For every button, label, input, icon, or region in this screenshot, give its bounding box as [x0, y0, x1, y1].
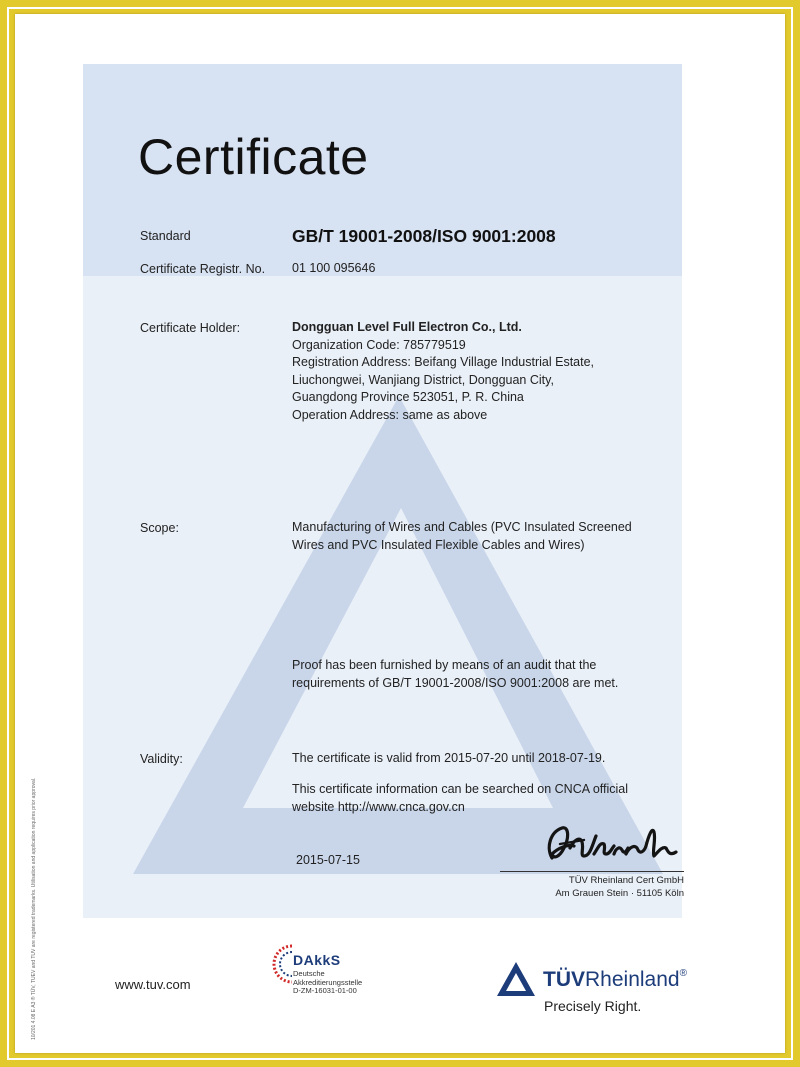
brand-name-bold: TÜV [543, 968, 585, 991]
operation-address: Operation Address: same as above [292, 407, 488, 422]
organization-code: Organization Code: 785779519 [292, 337, 466, 352]
proof-line: Proof has been furnished by means of an audit that the [292, 658, 597, 672]
scope-line: Wires and PVC Insulated Flexible Cables and Wires) [292, 537, 585, 552]
registered-mark: ® [679, 968, 687, 979]
dakks-subtitle [293, 970, 362, 996]
dakks-line: Deutsche [293, 969, 325, 978]
tuv-triangle-logo-icon [495, 960, 537, 998]
brand-tagline: Precisely Right. [544, 998, 642, 1014]
dakks-name: DAkkS [293, 952, 341, 968]
cnca-line: website http://www.cnca.gov.cn [292, 799, 465, 814]
validity-text: The certificate is valid from 2015-07-20 until 2018-07-19. [292, 751, 606, 765]
issuer-block [520, 874, 684, 900]
issue-date: 2015-07-15 [296, 853, 360, 867]
certificate-title: Certificate [138, 129, 369, 185]
registration-address-line: Registration Address: Beifang Village Industrial Estate, [292, 355, 595, 369]
proof-block [292, 657, 618, 692]
dakks-seal [272, 938, 412, 998]
scope-block [292, 519, 632, 554]
standard-value: GB/T 19001-2008/ISO 9001:2008 [292, 226, 556, 246]
holder-label: Certificate Holder: [140, 321, 241, 335]
dakks-line: D-ZM-16031-01-00 [293, 986, 357, 995]
side-fine-print: 10/201 4.08 E A3 ® TÜV, TUEV and TUV are registered trademarks. Utilisation and application requires prior approval. [31, 777, 37, 1040]
registration-number-label: Certificate Registr. No. [140, 262, 266, 276]
scope-line: Manufacturing of Wires and Cables (PVC Insulated Screened [292, 520, 632, 534]
registration-number-value: 01 100 095646 [292, 261, 376, 275]
signature-icon [540, 818, 690, 870]
proof-line: requirements of GB/T 19001-2008/ISO 9001:2008 are met. [292, 675, 619, 690]
dakks-line: Akkreditierungsstelle [293, 977, 363, 987]
brand-name [543, 968, 687, 992]
standard-label: Standard [140, 229, 191, 243]
issuer-address: Am Grauen Stein · 51105 Köln [555, 888, 684, 899]
holder-block [292, 319, 594, 424]
scope-label: Scope: [140, 521, 179, 535]
brand-name-rest: Rheinland [585, 968, 680, 991]
signature-line [500, 871, 684, 872]
registration-address-line: Liuchongwei, Wanjiang District, Dongguan City, [292, 372, 554, 387]
cnca-line: This certificate information can be searched on CNCA official [292, 782, 629, 796]
validity-label: Validity: [140, 752, 183, 766]
issuer-name: TÜV Rheinland Cert GmbH [568, 875, 684, 886]
website-link[interactable]: www.tuv.com [115, 977, 191, 992]
registration-address-line: Guangdong Province 523051, P. R. China [292, 390, 524, 404]
cnca-block [292, 781, 628, 816]
holder-name: Dongguan Level Full Electron Co., Ltd. [292, 320, 522, 334]
